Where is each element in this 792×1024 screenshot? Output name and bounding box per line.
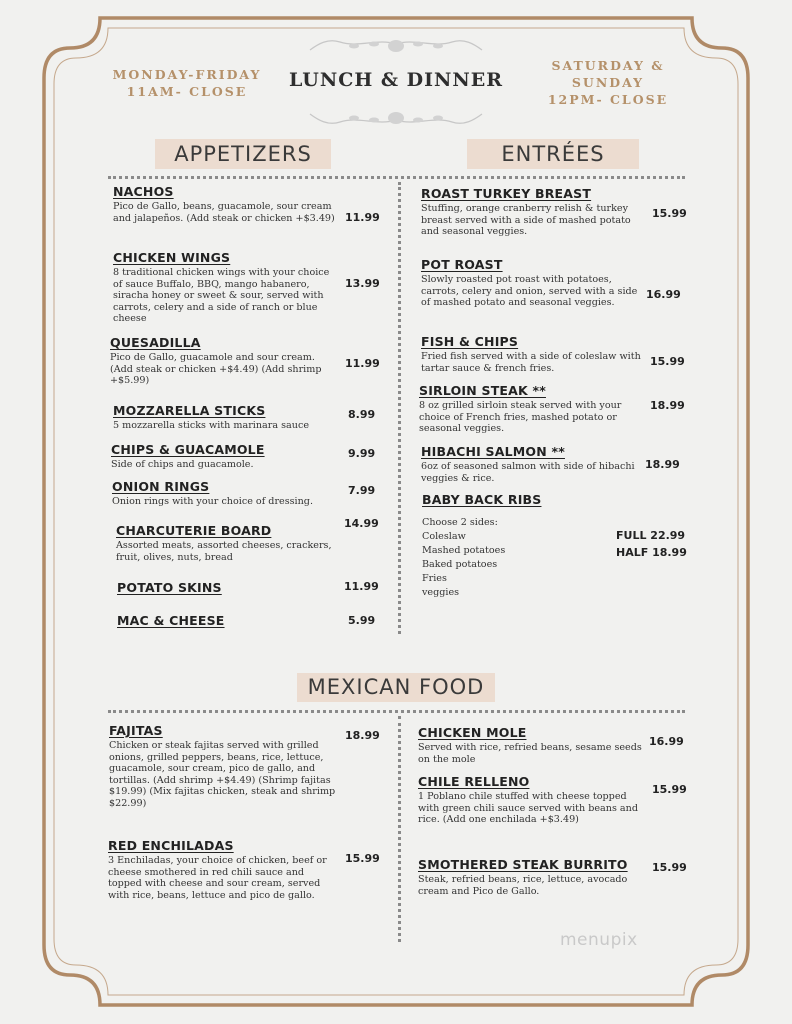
- weekend-hours: [510, 57, 706, 108]
- item-desc: 5 mozzarella sticks with marinara sauce: [113, 420, 309, 431]
- item-price: 15.99: [652, 783, 687, 796]
- item-name: RED ENCHILADAS: [108, 838, 234, 853]
- item-price: 16.99: [649, 735, 684, 748]
- item-price: 13.99: [345, 277, 380, 290]
- weekday-time: 11AM- CLOSE: [126, 84, 248, 99]
- side-option: Mashed potatoes: [422, 545, 506, 556]
- item-price: 11.99: [345, 211, 380, 224]
- item-price: 15.99: [652, 207, 687, 220]
- item-name: CHIPS & GUACAMOLE: [111, 442, 265, 457]
- item-price: 15.99: [652, 861, 687, 874]
- item-name: QUESADILLA: [110, 335, 201, 350]
- item-name: CHICKEN MOLE: [418, 725, 527, 740]
- item-name: CHILE RELLENO: [418, 774, 530, 789]
- menu-title: LUNCH & DINNER: [288, 69, 504, 91]
- mexican-red-enchiladas: [108, 838, 334, 901]
- item-desc: Pico de Gallo, guacamole and sour cream. (Add steak or chicken +$4.49) (Add shrimp +$5.99): [110, 352, 322, 387]
- mexican-smothered-steak-burrito: [418, 857, 644, 897]
- item-desc: Fried fish served with a side of coleslaw with tartar sauce & french fries.: [421, 351, 641, 374]
- appetizer-chips-guacamole: [111, 442, 338, 471]
- item-name: BABY BACK RIBS: [422, 492, 542, 507]
- entree-roast-turkey: [421, 186, 646, 238]
- item-desc: Pico de Gallo, beans, guacamole, sour cream and jalapeños. (Add steak or chicken +$3.49): [113, 201, 335, 224]
- side-option: Baked potatoes: [422, 559, 498, 570]
- item-desc: 3 Enchiladas, your choice of chicken, beef or cheese smothered in red chili sauce and topped with cheese and sour cream, served with rice, beans, lettuce and pico de gallo.: [108, 855, 327, 901]
- mexican-fajitas: [109, 723, 339, 810]
- weekend-time: 12PM- CLOSE: [547, 92, 669, 107]
- item-name: FISH & CHIPS: [421, 334, 519, 349]
- ribs-price-full: FULL 22.99: [616, 529, 686, 542]
- item-price: 18.99: [345, 729, 380, 742]
- item-price: 18.99: [650, 399, 685, 412]
- mexican-chile-relleno: [418, 774, 643, 826]
- entree-baby-back-ribs: [422, 492, 602, 600]
- item-price: 11.99: [345, 357, 380, 370]
- item-name: SIRLOIN STEAK **: [419, 383, 546, 398]
- side-option: veggies: [422, 587, 460, 598]
- item-desc: Stuffing, orange cranberry relish & turkey breast served with a side of mashed potato and seasonal veggies.: [421, 203, 631, 238]
- item-desc: Side of chips and guacamole.: [111, 459, 254, 470]
- item-name: SMOTHERED STEAK BURRITO: [418, 857, 628, 872]
- item-desc: Onion rings with your choice of dressing.: [112, 496, 314, 507]
- weekday-days: MONDAY-FRIDAY: [112, 67, 262, 82]
- item-price: 9.99: [348, 447, 376, 460]
- item-name: POT ROAST: [421, 257, 503, 272]
- item-name: CHICKEN WINGS: [113, 250, 231, 265]
- item-name: FAJITAS: [109, 723, 163, 738]
- side-option: Fries: [422, 573, 447, 584]
- item-price: 18.99: [645, 458, 680, 471]
- item-price: 8.99: [348, 408, 376, 421]
- entrees-header: ENTRÉES: [467, 139, 639, 169]
- top-divider: [108, 176, 685, 179]
- item-name: CHARCUTERIE BOARD: [116, 523, 272, 538]
- appetizer-quesadilla: [110, 335, 338, 387]
- item-price: 15.99: [345, 852, 380, 865]
- item-desc: 6oz of seasoned salmon with side of hibachi veggies & rice.: [421, 461, 635, 484]
- item-price: 5.99: [348, 614, 376, 627]
- item-desc: 8 traditional chicken wings with your choice of sauce Buffalo, BBQ, mango habanero, siracha honey or sweet & sour, served with carrots, celery and a side of ranch or blue cheese: [113, 267, 330, 325]
- mexican-chicken-mole: [418, 725, 643, 765]
- item-desc: Chicken or steak fajitas served with grilled onions, grilled peppers, beans, rice, lettuce, guacamole, sour cream, pico de gallo, and tortillas. (Add shrimp +$4.49) (Shrimp fajitas $19.99) (Mix fajitas chicken, steak and shrimp $22.99): [109, 740, 336, 809]
- entree-sirloin-steak: [419, 383, 641, 435]
- sides-label: Choose 2 sides:: [422, 517, 498, 528]
- item-desc: Steak, refried beans, rice, lettuce, avocado cream and Pico de Gallo.: [418, 874, 628, 897]
- appetizer-mac-cheese: [117, 613, 338, 628]
- appetizer-charcuterie-board: [116, 523, 338, 563]
- item-desc: Assorted meats, assorted cheeses, crackers, fruit, olives, nuts, bread: [116, 540, 332, 563]
- weekday-hours: [92, 66, 282, 100]
- appetizer-chicken-wings: [113, 250, 338, 325]
- appetizer-onion-rings: [112, 479, 338, 508]
- item-price: 11.99: [344, 580, 379, 593]
- item-name: NACHOS: [113, 184, 174, 199]
- mexican-divider: [108, 710, 685, 713]
- item-desc: Served with rice, refried beans, sesame seeds on the mole: [418, 742, 642, 765]
- side-option: Coleslaw: [422, 531, 466, 542]
- item-desc: 1 Poblano chile stuffed with cheese topped with green chili sauce served with beans and rice. (Add one enchilada +$3.49): [418, 791, 638, 826]
- mexican-food-header: MEXICAN FOOD: [297, 673, 495, 702]
- item-price: 14.99: [344, 517, 379, 530]
- item-name: MOZZARELLA STICKS: [113, 403, 266, 418]
- item-name: MAC & CHEESE: [117, 613, 225, 628]
- entree-fish-chips: [421, 334, 641, 374]
- mexican-column-divider: [398, 716, 401, 942]
- item-name: POTATO SKINS: [117, 580, 222, 595]
- item-desc: Slowly roasted pot roast with potatoes, carrots, celery and onion, served with a side of mashed potato and seasonal veggies.: [421, 274, 638, 309]
- item-price: 7.99: [348, 484, 376, 497]
- menupix-watermark: menupix: [560, 930, 638, 950]
- appetizers-header: APPETIZERS: [155, 139, 331, 169]
- entree-pot-roast: [421, 257, 639, 309]
- item-name: HIBACHI SALMON **: [421, 444, 565, 459]
- ribs-sides: [422, 516, 602, 600]
- entree-hibachi-salmon: [421, 444, 641, 484]
- item-name: ROAST TURKEY BREAST: [421, 186, 592, 201]
- appetizer-potato-skins: [117, 580, 338, 595]
- weekend-days-1: SATURDAY &: [551, 58, 665, 73]
- appetizer-nachos: [113, 184, 338, 224]
- appetizer-mozzarella-sticks: [113, 403, 338, 432]
- weekend-days-2: SUNDAY: [571, 75, 645, 90]
- item-price: 16.99: [646, 288, 681, 301]
- item-name: ONION RINGS: [112, 479, 210, 494]
- item-desc: 8 oz grilled sirloin steak served with your choice of French fries, mashed potato or seasonal veggies.: [419, 400, 622, 435]
- ribs-price-half: HALF 18.99: [616, 546, 687, 559]
- item-price: 15.99: [650, 355, 685, 368]
- top-column-divider: [398, 182, 401, 634]
